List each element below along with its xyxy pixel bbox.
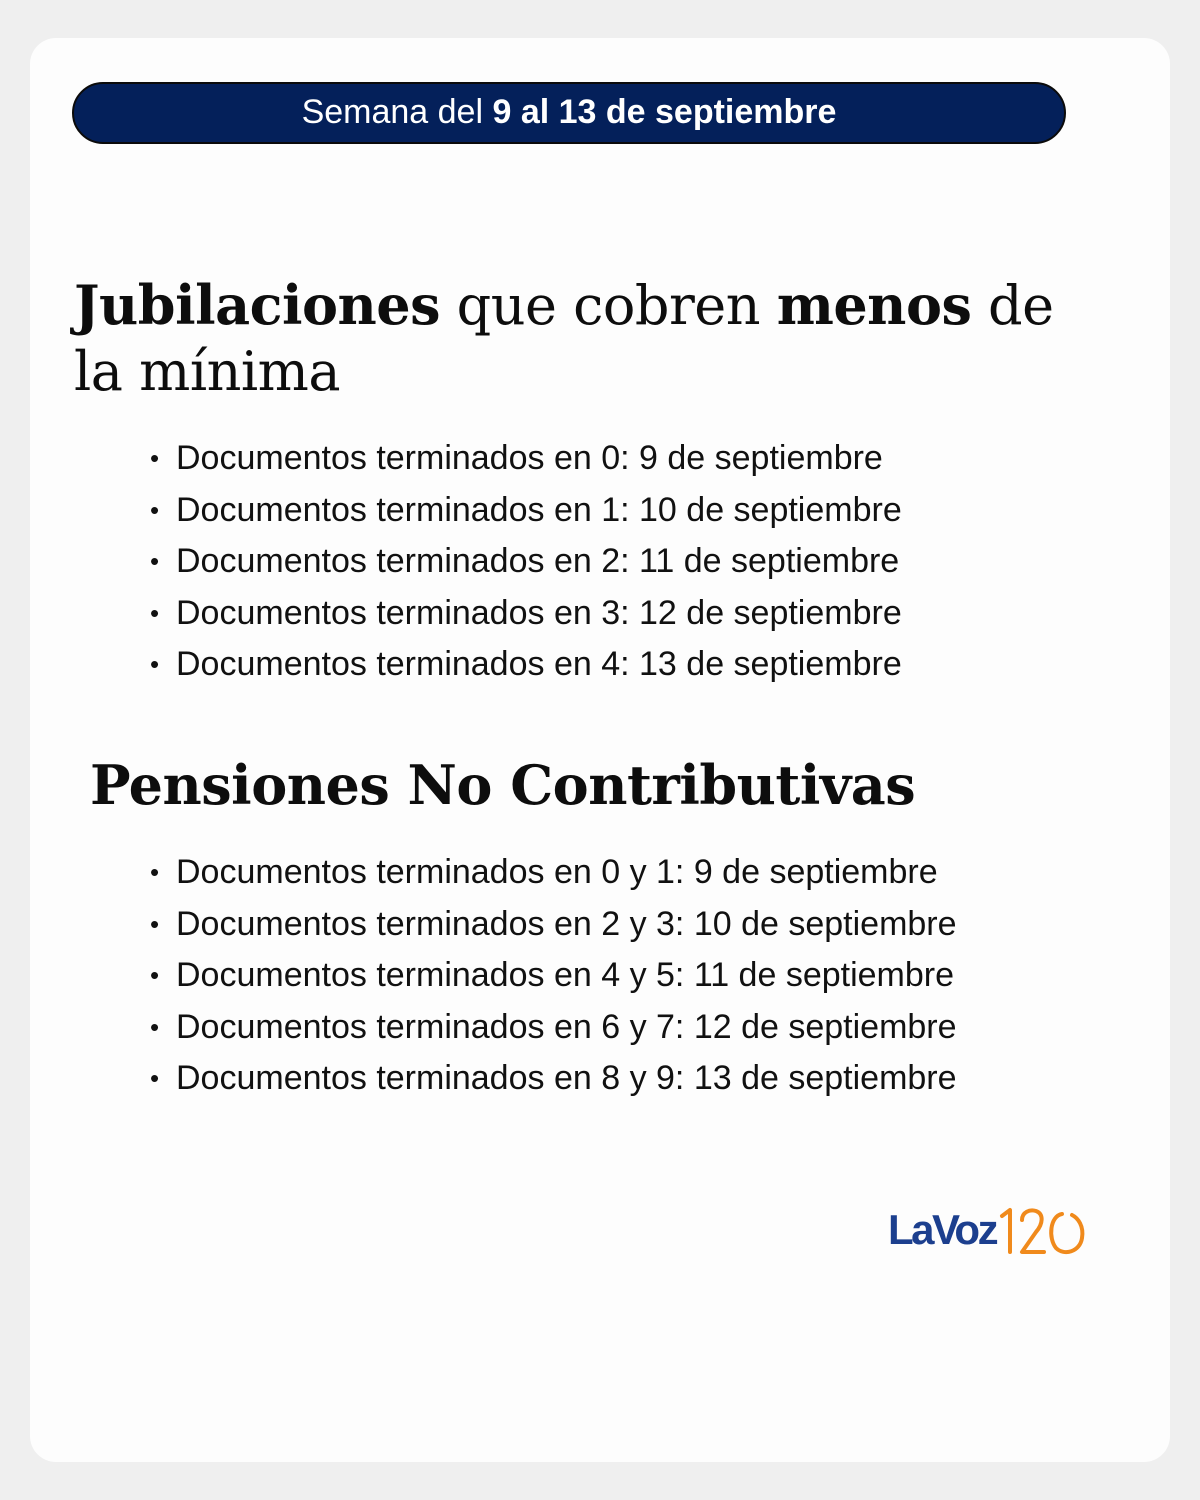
list-item-text: Documentos terminados en 3: 12 de septiembre (176, 593, 902, 632)
list-item-text: Documentos terminados en 1: 10 de septiembre (176, 490, 902, 529)
list-item-text: Documentos terminados en 6 y 7: 12 de septiembre (176, 1007, 957, 1046)
list-item (150, 902, 957, 954)
jubilaciones-heading-bold-2: menos (776, 273, 972, 337)
la-voz-logo (888, 1202, 1088, 1262)
list-item-text: Documentos terminados en 8 y 9: 13 de septiembre (176, 1059, 957, 1097)
list-item-text: Documentos terminados en 4: 13 de septiembre (176, 645, 902, 683)
list-item (150, 591, 902, 643)
anniversary-120-icon (998, 1202, 1088, 1258)
bullet-icon: • (150, 443, 160, 473)
list-item-text: Documentos terminados en 0: 9 de septiembre (176, 439, 883, 477)
jubilaciones-heading-regular-1: que cobren (440, 274, 777, 337)
list-item (150, 436, 902, 488)
bullet-icon: • (150, 960, 160, 990)
bullet-icon: • (150, 908, 160, 939)
bullet-icon: • (150, 494, 160, 525)
jubilaciones-heading-regular-2: de la mínima (74, 274, 1054, 403)
jubilaciones-heading (74, 272, 1084, 405)
list-item (150, 850, 957, 902)
list-item-text: Documentos terminados en 2 y 3: 10 de septiembre (176, 904, 957, 943)
list-item (150, 953, 957, 1005)
list-item-text: Documentos terminados en 4 y 5: 11 de septiembre (176, 956, 955, 994)
list-item-text: Documentos terminados en 0 y 1: 9 de septiembre (176, 853, 938, 891)
logo-text: LaVoz (888, 1206, 997, 1253)
bullet-icon: • (150, 649, 160, 679)
bullet-icon: • (150, 857, 160, 887)
bullet-icon: • (150, 546, 160, 576)
jubilaciones-heading-bold-1: Jubilaciones (74, 273, 441, 337)
week-banner-dates: 9 al 13 de septiembre (492, 93, 837, 131)
list-item-text: Documentos terminados en 2: 11 de septiembre (176, 542, 900, 580)
list-item (150, 1005, 957, 1057)
list-item (150, 1056, 957, 1108)
week-banner-prefix: Semana del (301, 93, 493, 131)
list-item (150, 488, 902, 540)
bullet-icon: • (150, 1063, 160, 1093)
pensiones-schedule-list (150, 850, 957, 1108)
bullet-icon: • (150, 1011, 160, 1042)
jubilaciones-schedule-list (150, 436, 902, 694)
pensiones-heading: Pensiones No Contributivas (90, 753, 916, 817)
list-item (150, 642, 902, 694)
list-item (150, 539, 902, 591)
bullet-icon: • (150, 597, 160, 628)
week-banner (72, 82, 1066, 144)
